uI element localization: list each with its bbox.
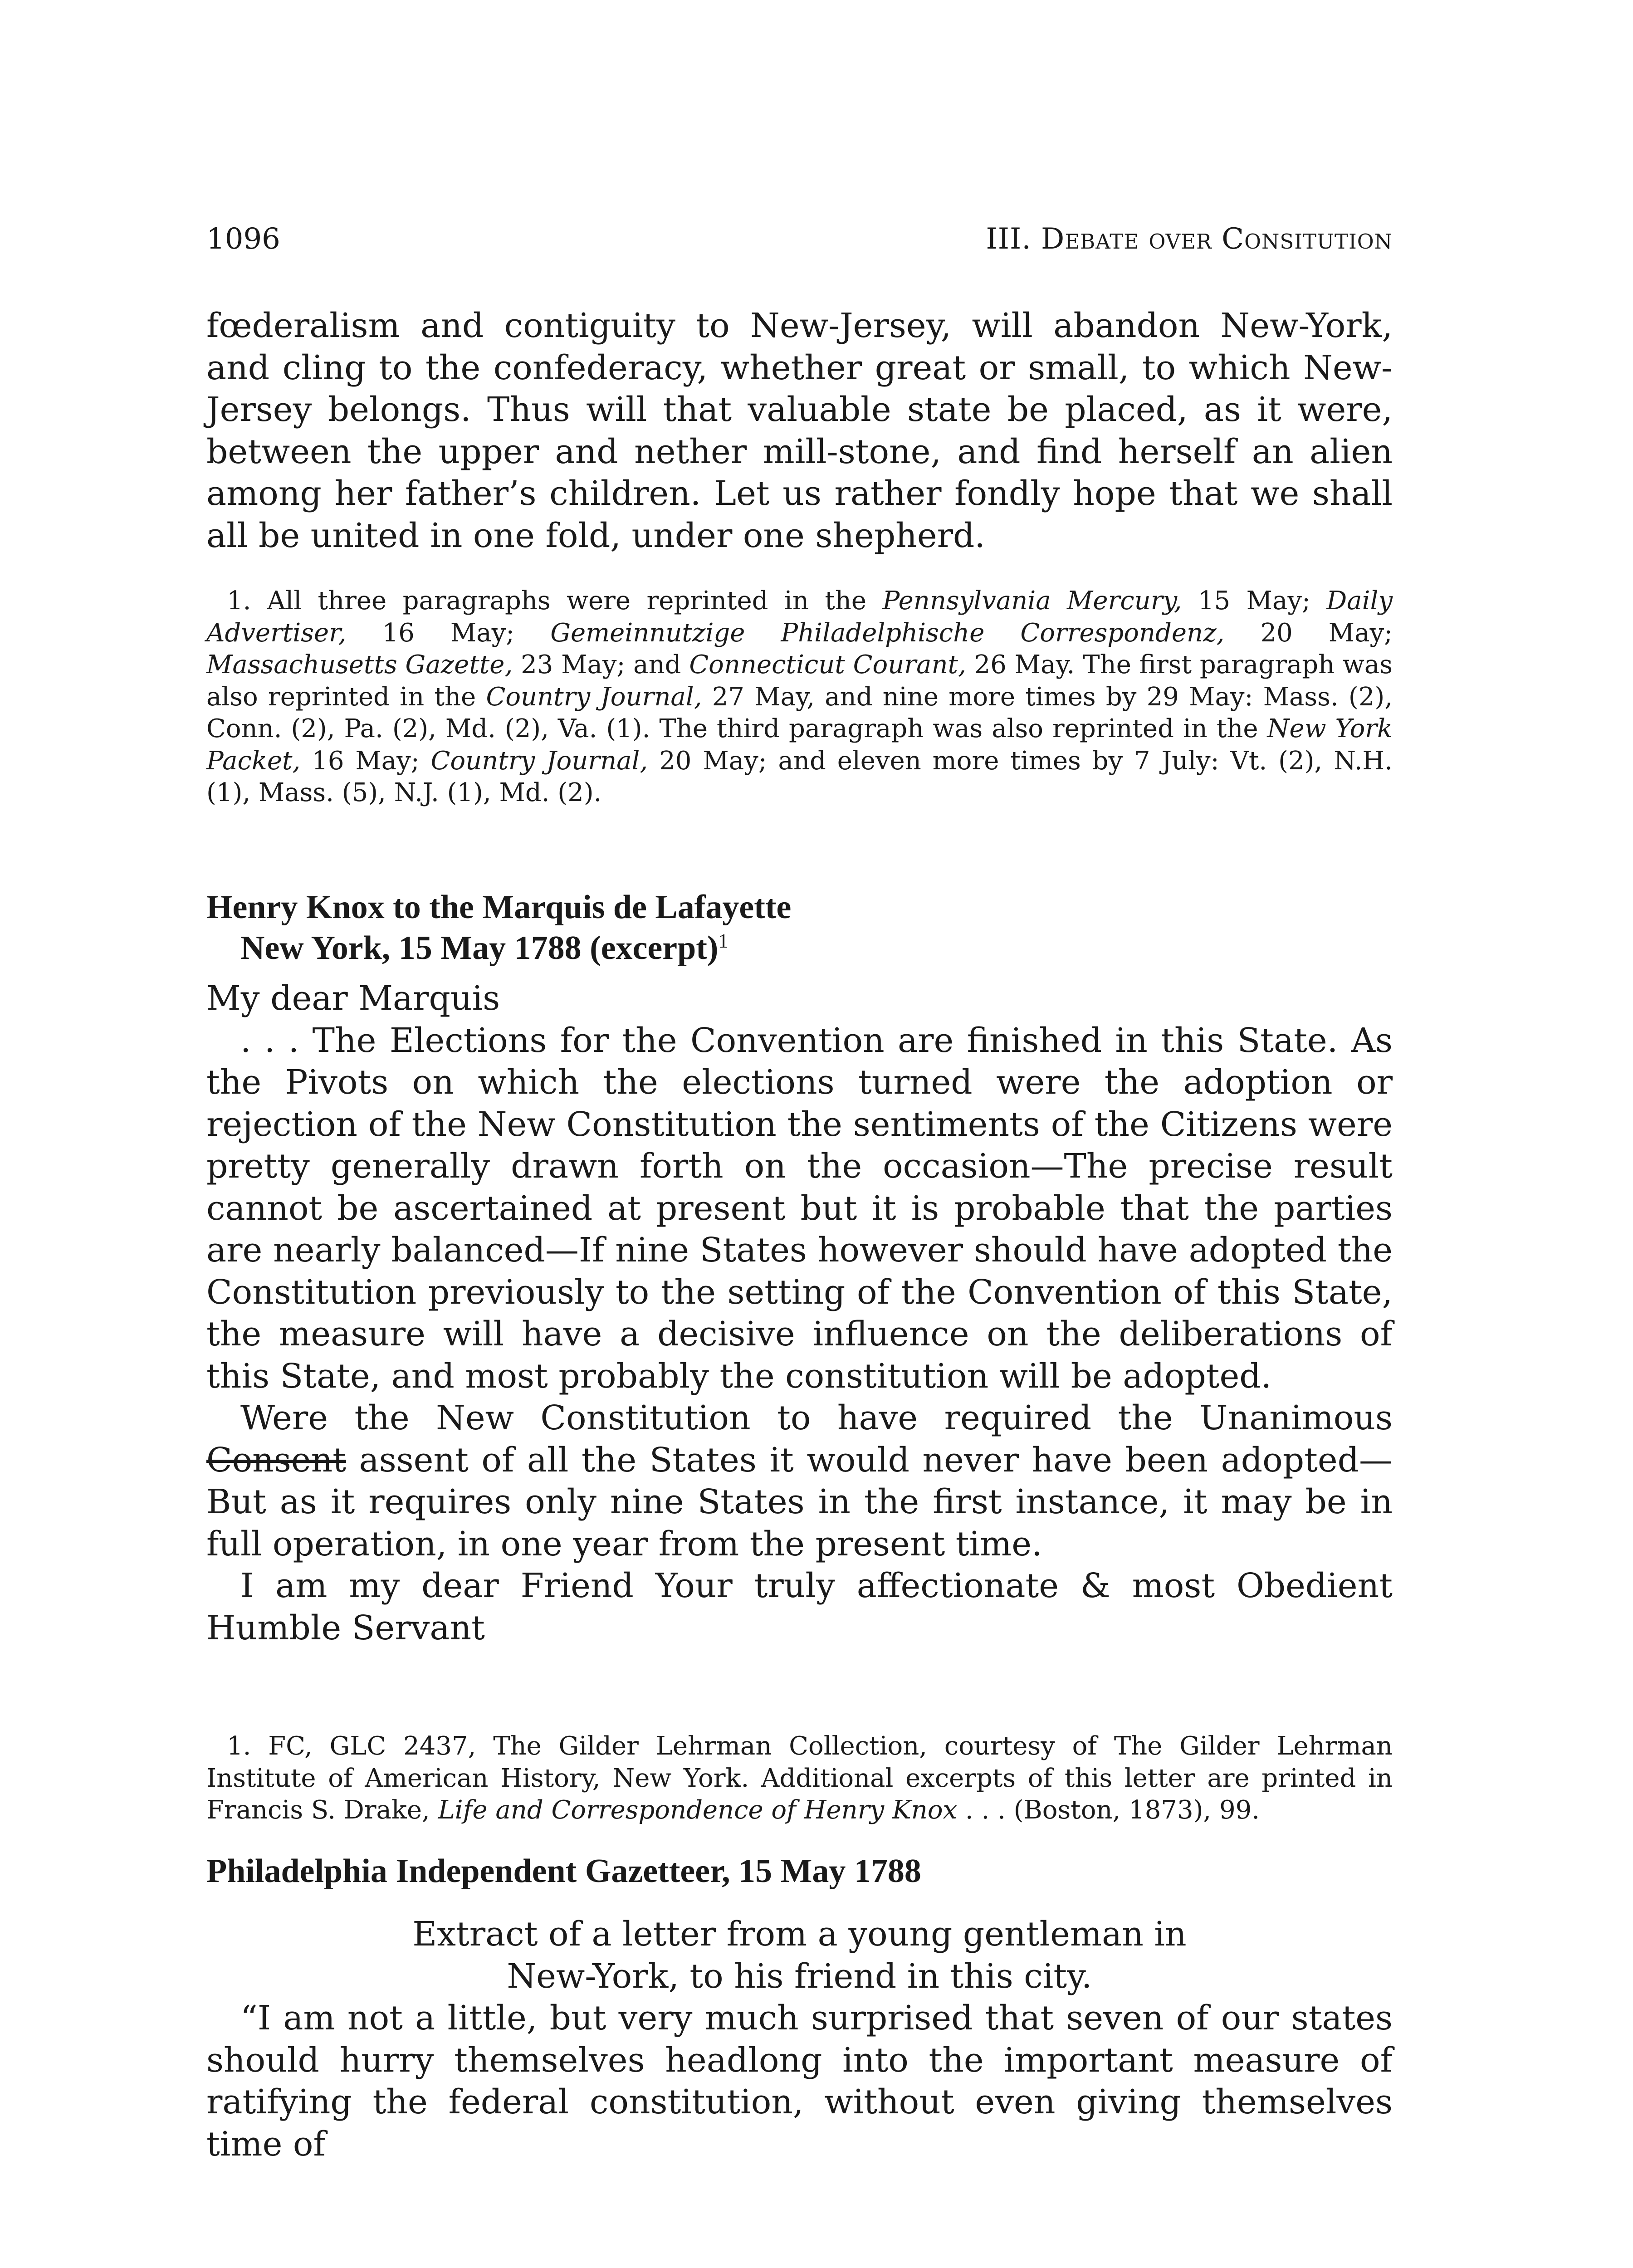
footnote-knox-text: 1. FC, GLC 2437, The Gilder Lehrman Collection, courtesy of The Gilder Lehrman Institute of American History, New York. Additional excerpts of this letter are printed in Francis S. Drake, Life and Correspondence of Henry Knox . . . (Boston, 1873), 99. [206, 1731, 1393, 1825]
page-number: 1096 [206, 222, 280, 256]
knox-paragraph-2: Were the New Constitution to have required the Unanimous Consent assent of all the States it would never have been adopted—But as it requires only nine States in the first instance, it may be in full operation, in one year from the present time. [206, 1398, 1393, 1564]
footnote-1 [206, 585, 1393, 809]
continuation-text [206, 305, 1393, 557]
knox-letter-section [206, 887, 1393, 1649]
continuation-paragraph: fœderalism and contiguity to New-Jersey, will abandon New-York, and cling to the confederacy, whether great or small, to which New-Jersey belongs. Thus will that valuable state be placed, as it were, between the upper and nether mill-stone, and find herself an alien among her father’s children. Let us rather fondly hope that we shall all be united in one fold, under one shepherd. [206, 306, 1393, 555]
footnote-1-text: 1. All three paragraphs were reprinted in the Pennsylvania Mercury, 15 May; Daily Advertiser, 16 May; Gemeinnutzige Philadelphische Correspondenz, 20 May; Massachusetts Gazette, 23 May; and Connecticut Courant, 26 May. The first paragraph was also reprinted in the Country Journal, 27 May, and nine more times by 29 May: Mass. (2), Conn. (2), Pa. (2), Md. (2), Va. (1). The third paragraph was also reprinted in the New York Packet, 16 May; Country Journal, 20 May; and eleven more times by 7 July: Vt. (2), N.H. (1), Mass. (5), N.J. (1), Md. (2). [206, 586, 1393, 807]
knox-paragraph-1: . . . The Elections for the Convention are finished in this State. As the Pivots on which the elections turned were the adoption or rejection of the New Constitution the sentiments of the Citizens were pretty generally drawn forth on the occasion—The precise result cannot be ascertained at present but it is probable that the parties are nearly balanced—If nine States however should have adopted the Constitution previously to the setting of the Convention of this State, the measure will have a decisive influence on the deliberations of this State, and most probably the constitution will be adopted. [206, 1021, 1393, 1396]
gazetteer-heading: Philadelphia Independent Gazetteer, 15 May 1788 [206, 1853, 921, 1890]
running-head [206, 222, 1393, 259]
gazetteer-section [206, 1851, 1393, 2165]
knox-subheading: New York, 15 May 1788 (excerpt)$^1$ [240, 929, 728, 967]
struck-word: Consent [206, 1440, 346, 1480]
footnote-knox [206, 1730, 1393, 1827]
running-title: III. Debate over Consitution [986, 222, 1393, 256]
knox-heading: Henry Knox to the Marquis de Lafayette [206, 889, 792, 926]
gazetteer-intro-line-1: Extract of a letter from a young gentleman in [412, 1915, 1187, 1954]
knox-closing: I am my dear Friend Your truly affectionate & most Obedient Humble Servant [206, 1566, 1393, 1647]
knox-salutation: My dear Marquis [206, 979, 500, 1018]
gazetteer-paragraph-1: “I am not a little, but very much surprised that seven of our states should hurry themselves headlong into the important measure of ratifying the federal constitution, without even giving themselves time of [206, 1999, 1393, 2164]
gazetteer-intro-line-2: New-York, to his friend in this city. [507, 1956, 1092, 1996]
footnote-marker: 1 [718, 929, 728, 952]
